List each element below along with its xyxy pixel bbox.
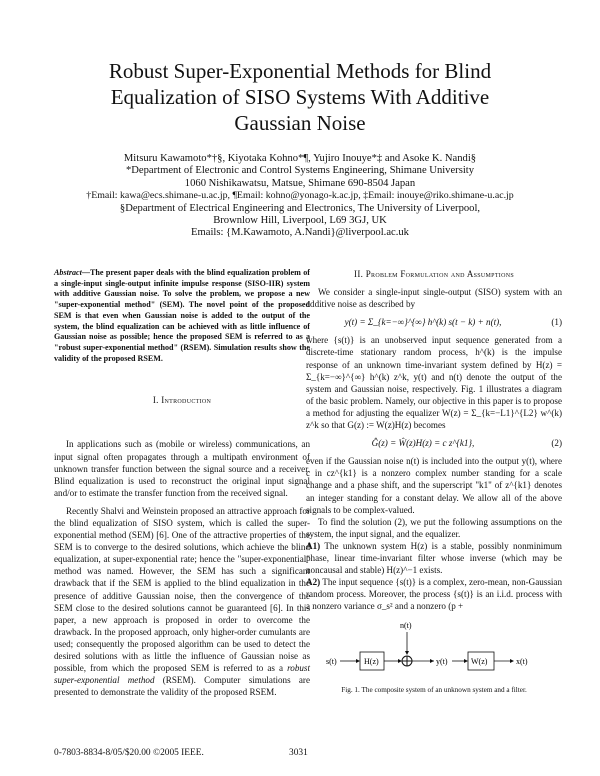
arrowhead-h [398, 659, 402, 663]
signal-x-label: x(t) [516, 657, 528, 667]
equation-1-body: y(t) = Σ_{k=−∞}^{∞} h^(k) s(t − k) + n(t), [344, 317, 502, 328]
equation-2-number: (2) [551, 438, 562, 449]
assumption-a1-text: The unknown system H(z) is a stable, possibly nonminimum phase, linear time-invariant filter whose inverse (which may be noncausal and stable) H(z)^−1 exists. [306, 540, 562, 576]
assumption-a1-label: A1) [306, 540, 321, 551]
author-block [40, 153, 560, 240]
section2-paragraph-1: We consider a single-input single-output (SISO) system with an additive noise as described by [306, 287, 562, 310]
figure-1 [306, 618, 562, 694]
affiliation-1: *Department of Electronic and Control Systems Engineering, Shimane University [125, 165, 475, 177]
affiliation-4: §Department of Electrical Engineering and Electronics, The University of Liverpool, [119, 202, 481, 214]
section-heading-problem: II. Problem Formulation and Assumptions [354, 269, 514, 279]
section2-paragraph-4: To find the solution (2), we put the following assumptions on the system, the input signal, and the equalizer. [306, 516, 562, 539]
title-line-3: Gaussian Noise [234, 111, 366, 135]
intro-paragraph-2-text: Recently Shalvi and Weinstein proposed an attractive approach for the blind equalization of SISO system, which is called the super-exponential method (SEM) [6]. One of the attractive properties of the SEM is to converge to the desired solutions, which achieve the blind equalization, at super-exponential rate; hence the "super-exponential" method was named. However, the SEM has such a significant drawback that if the SEM is applied to the blind equalization in the presence of additive Gaussian noise, then the convergence of the SEM close to the desired solutions cannot be guaranteed [6]. In this paper, a new approach is proposed in order to overcome the drawback. In the proposed approach, only higher-order cumulants are used; consequently the proposed algorithm can be used to detect the desired solutions with as little the influence of Gaussian noise as possible, from which the proposed SEM is referred to as a [54, 505, 310, 674]
section2-paragraph-3: even if the Gaussian noise n(t) is included into the output y(t), where c in cz^{k1} is a nonzero complex number standing for a scale change and a phase shift, and the superscript "k1" of z^{k1} denotes an integer standing for a constant delay. We allow all of the above signals to be complex-valued. [306, 456, 562, 515]
title-line-2: Equalization of SISO Systems With Additive [110, 85, 490, 109]
noise-n-label: n(t) [400, 621, 412, 631]
intro-paragraph-2-end: (RSEM). Computer simulations are presented to demonstrate the validity of the proposed RSEM. [54, 675, 310, 698]
arrowhead-s [356, 659, 360, 663]
assumption-a1 [306, 540, 562, 576]
author-names: Mitsuru Kawamoto*†§, Kiyotaka Kohno*¶, Yujiro Inouye*‡ and Asoke K. Nandi§ [123, 153, 477, 164]
section2-paragraph-2: where {s(t)} is an unobserved input sequence generated from a discrete-time stationary random process, h^(k) is the impulse response of an unknown time-invariant system defined by H(z) = Σ_{k=−∞}^{∞} h^(k) z^k, y(t) and n(t) denote the output of the system and Gaussian noise, respectively. Fig. 1 illustrates a diagram of the basic problem. Namely, our objective in this paper is to propose a method for adjusting the equalizer W(z) = Σ_{k=−L1}^{L2} w^(k) z^k so that G(z) := W(z)H(z) becomes [306, 335, 562, 431]
arrowhead-y [464, 659, 468, 663]
assumption-a2-label: A2) [306, 577, 321, 588]
assumption-a2 [306, 576, 562, 612]
intro-paragraph-2 [54, 505, 310, 699]
abstract [54, 268, 310, 364]
signal-y-label: y(t) [436, 657, 448, 667]
title-line-1: Robust Super-Exponential Methods for Blind [108, 59, 492, 83]
intro-paragraph-2-emphasis: robust super-exponential method [54, 663, 310, 686]
assumption-a2-text: The input sequence {s(t)} is a complex, zero-mean, non-Gaussian random process. Moreover, the process {s(t)} is an i.i.d. process with a nonzero variance σ_s² and a nonzero (p + [306, 577, 562, 612]
abstract-lead: Abstract [54, 268, 82, 277]
equation-2-body: Ĝ(z) = Ŵ(z)H(z) = c z^{k1}, [371, 438, 475, 449]
copyright-footer: 0-7803-8834-8/05/$20.00 ©2005 IEEE. [54, 748, 204, 758]
affiliation-2: 1060 Nishikawatsu, Matsue, Shimane 690-8504 Japan [184, 177, 416, 189]
intro-paragraph-1: In applications such as (mobile or wireless) communications, an input signal often propagates through a multipath environment of unknown transfer function between the signal source and a receiver. Blind equalization is used to reconstruct the original input signal and/or to estimate the transfer function from the received signal. [54, 439, 310, 498]
paper-title [40, 58, 560, 136]
abstract-text: —The present paper deals with the blind equalization problem of a single-input single-output infinite impulse response (SISO-IIR) system with additive Gaussian noise. To solve the problem, we propose a new "super-exponential method" (SEM). The novel point of the proposed SEM is that even when Gaussian noise is added to the output of the system, the blind equalization can be achieved with as little influence of Gaussian noise as possible; hence the proposed SEM is referred to as a "robust super-exponential method" (RSEM). Simulation results show the validity of the proposed RSEM. [54, 268, 310, 363]
system-h-label: H(z) [364, 657, 379, 667]
figure-1-caption: Fig. 1. The composite system of an unknown system and a filter. [341, 685, 527, 694]
affiliation-6: Emails: {M.Kawamoto, A.Nandi}@liverpool.ac.uk [191, 227, 409, 239]
equalizer-w-label: W(z) [471, 657, 488, 667]
arrowhead-noise [405, 651, 409, 655]
signal-s-label: s(t) [326, 657, 337, 667]
arrowhead-sum [430, 659, 434, 663]
page-number: 3031 [289, 748, 308, 758]
equation-1-number: (1) [551, 317, 562, 328]
equation-2 [306, 437, 562, 449]
affiliation-3: †Email: kawa@ecs.shimane-u.ac.jp, ¶Email: kohno@yonago-k.ac.jp, ‡Email: inouye@riko.shimane-u.ac.jp [86, 190, 514, 202]
affiliation-5: Brownlow Hill, Liverpool, L69 3GJ, UK [213, 215, 387, 227]
arrowhead-w [510, 659, 514, 663]
section-heading-introduction: I. Introduction [152, 395, 212, 406]
equation-1 [306, 316, 562, 328]
left-column [54, 268, 310, 698]
right-column [306, 268, 562, 694]
block-diagram [306, 618, 562, 678]
